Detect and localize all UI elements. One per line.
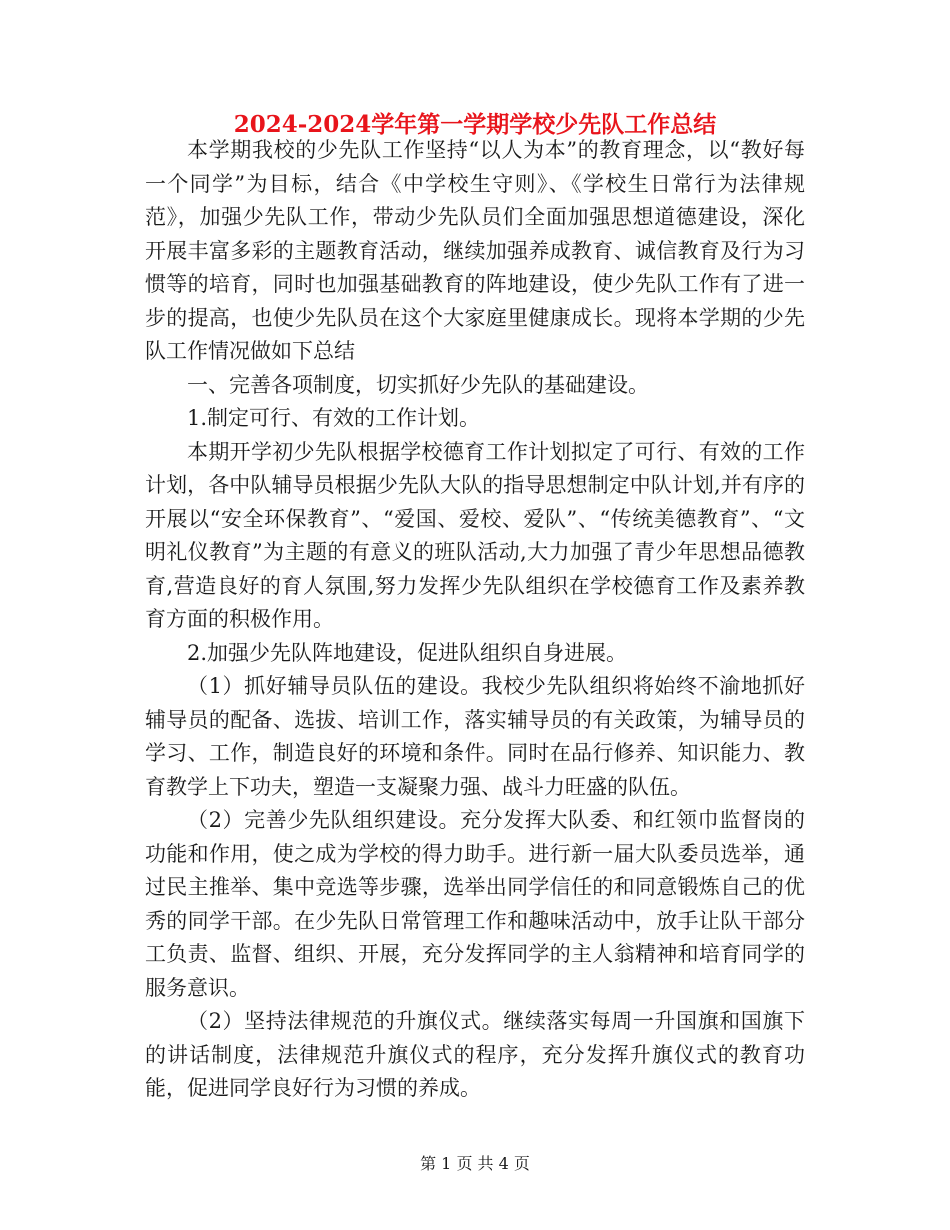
- plan-paragraph: 本期开学初少先队根据学校德育工作计划拟定了可行、有效的工作计划，各中队辅导员根据少先队大队的指导思想制定中队计划,并有序的开展以“安全环保教育”、“爱国、爱校、爱队”、“传统美德教育”、“文明礼仪教育”为主题的有意义的班队活动,大力加强了青少年思想品德教育,营造良好的育人氛围,努力发挥少先队组织在学校德育工作及素养教育方面的积极作用。: [145, 439, 805, 631]
- section-heading-1: 一、完善各项制度，切实抓好少先队的基础建设。: [187, 372, 649, 397]
- page-title: 2024-2024学年第一学期学校少先队工作总结: [233, 111, 717, 138]
- subsection-heading-2: 2.加强少先队阵地建设，促进队组织自身进展。: [187, 640, 628, 665]
- organization-paragraph: （2）完善少先队组织建设。充分发挥大队委、和红领巾监督岗的功能和作用，使之成为学校的得力助手。进行新一届大队委员选举，通过民主推举、集中竞选等步骤，选举出同学信任的和同意锻炼自己的优秀的同学干部。在少先队日常管理工作和趣味活动中，放手让队干部分工负责、监督、组织、开展，充分发挥同学的主人翁精神和培育同学的服务意识。: [145, 808, 805, 1000]
- flag-ceremony-paragraph: （2）坚持法律规范的升旗仪式。继续落实每周一升国旗和国旗下的讲话制度，法律规范升旗仪式的程序，充分发挥升旗仪式的教育功能，促进同学良好行为习惯的养成。: [145, 1009, 805, 1100]
- counselor-paragraph: （1）抓好辅导员队伍的建设。我校少先队组织将始终不渝地抓好辅导员的配备、选拔、培训工作，落实辅导员的有关政策，为辅导员的学习、工作，制造良好的环境和条件。同时在品行修养、知识能力、教育教学上下功夫，塑造一支凝聚力强、战斗力旺盛的队伍。: [145, 674, 805, 799]
- subsection-heading-1: 1.制定可行、有效的工作计划。: [187, 406, 481, 430]
- intro-paragraph: 本学期我校的少先队工作坚持“以人为本”的教育理念，以“教好每一个同学”为目标，结合《中学校生守则》、《学校生日常行为法律规范》，加强少先队工作，带动少先队员们全面加强思想道德建设，深化开展丰富多彩的主题教育活动，继续加强养成教育、诚信教育及行为习惯等的培育，同时也加强基础教育的阵地建设，使少先队工作有了进一步的提高，也使少先队员在这个大家庭里健康成长。现将本学期的少先队工作情况做如下总结: [145, 138, 805, 363]
- page-footer: 第 1 页 共 4 页: [420, 1154, 530, 1173]
- document-body: [145, 134, 805, 1106]
